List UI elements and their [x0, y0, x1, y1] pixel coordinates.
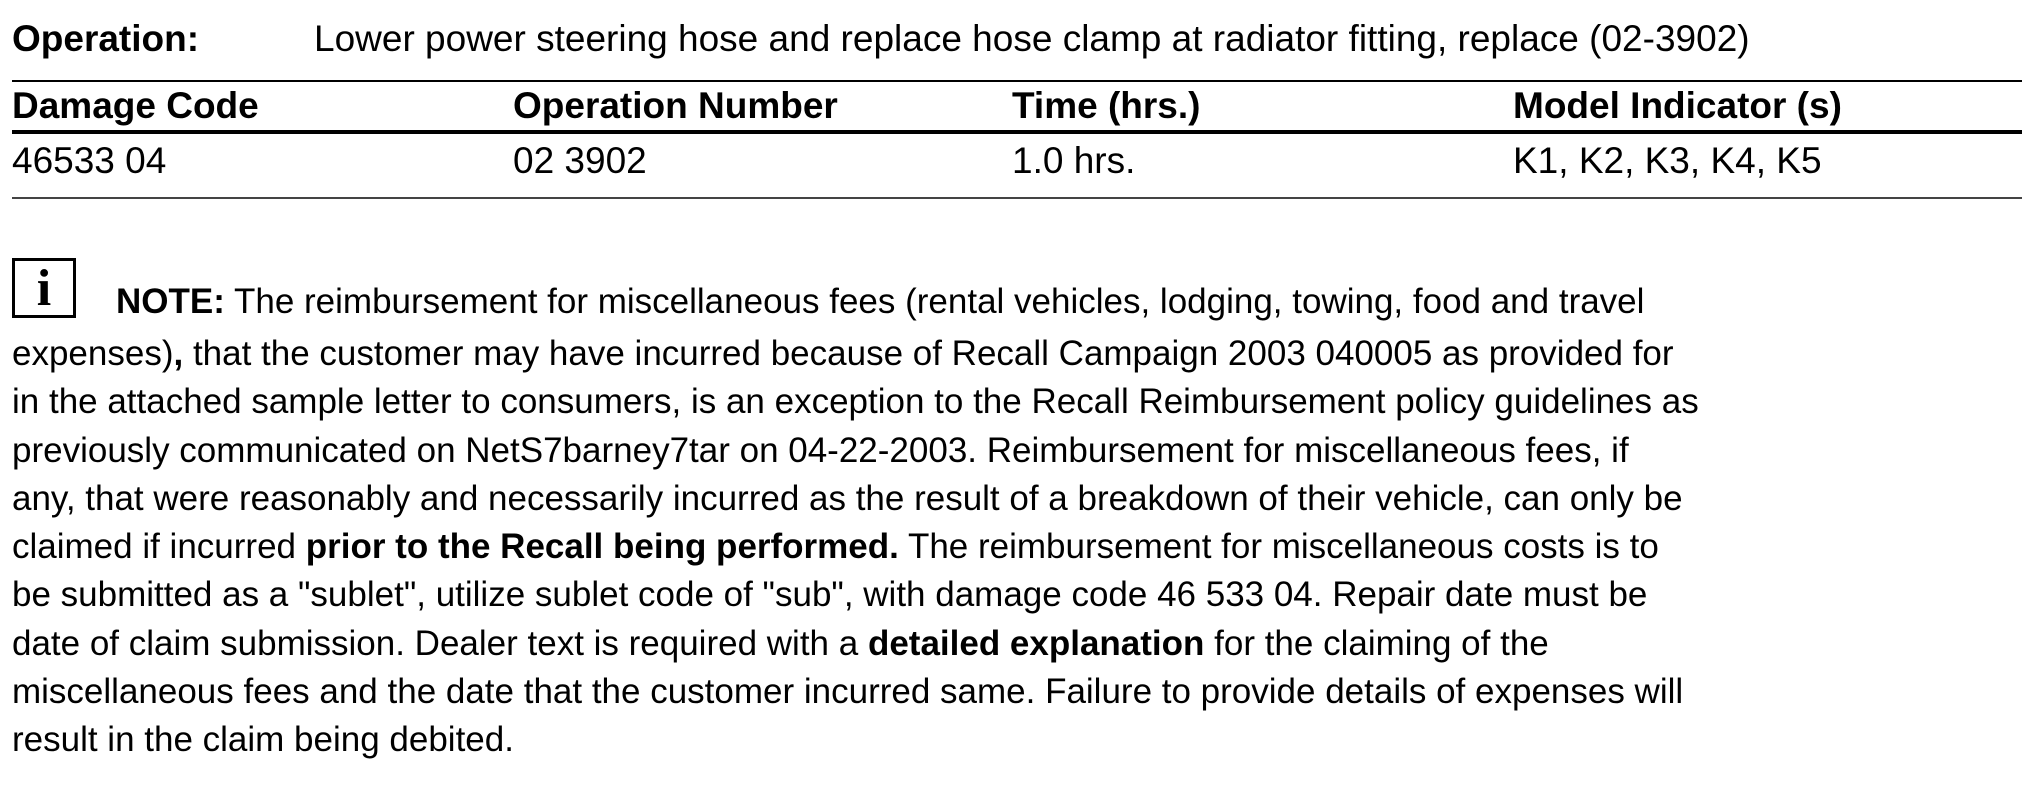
note-line-8 [12, 620, 2022, 668]
note-text: in the attached sample letter to consumers, is an exception to the Recall Reimbursement policy guidelines as [12, 382, 1699, 422]
table-bottom-rule [12, 197, 2022, 199]
note-text: any, that were reasonably and necessarily incurred as the result of a breakdown of their vehicle, can only be [12, 478, 1683, 518]
note-text: miscellaneous fees and the date that the customer incurred same. Failure to provide details of expenses will [12, 672, 1684, 712]
note-text: claimed if incurred [12, 527, 306, 567]
note-line-9 [12, 668, 2022, 716]
cell-model-indicator: K1, K2, K3, K4, K5 [1513, 140, 1822, 181]
note-line-7 [12, 571, 2022, 619]
note-text: be submitted as a "sublet", utilize sublet code of "sub", with damage code 46 533 04. Repair date must be [12, 575, 1648, 615]
note-line-1 [12, 262, 2022, 330]
note-text: The reimbursement for miscellaneous costs is to [898, 527, 1659, 567]
note-bold-text: detailed explanation [867, 623, 1205, 663]
note-text: previously communicated on NetS7barney7tar on 04-22-2003. Reimbursement for miscellaneous fees, if [12, 430, 1629, 470]
note-text: date of claim submission. Dealer text is required with a [12, 623, 868, 663]
cell-time: 1.0 hrs. [1012, 140, 1136, 181]
note-line-2 [12, 330, 2022, 378]
operation-row [12, 14, 2022, 64]
table-header-rule [12, 130, 2022, 134]
note-bold-text: prior to the Recall being performed. [305, 527, 899, 567]
note-label: NOTE: [116, 282, 225, 321]
note-line-4 [12, 427, 2022, 475]
header-operation-number: Operation Number [513, 85, 838, 126]
operation-description: Lower power steering hose and replace hose clamp at radiator fitting, replace (02-3902) [314, 18, 1750, 59]
note-body [12, 330, 2022, 765]
info-icon [12, 258, 76, 318]
cell-damage-code: 46533 04 [12, 140, 167, 181]
note-bold-text: , [173, 334, 184, 373]
cell-operation-number: 02 3902 [513, 140, 647, 181]
operation-label: Operation: [12, 18, 200, 59]
info-icon-glyph: i [36, 260, 52, 317]
note-section [12, 262, 2022, 765]
header-damage-code: Damage Code [12, 85, 259, 126]
note-text: for the claiming of the [1204, 623, 1549, 663]
note-text: The reimbursement for miscellaneous fees (rental vehicles, lodging, towing, food and travel [224, 282, 1645, 321]
note-line-text [225, 282, 1645, 321]
header-model-indicator: Model Indicator (s) [1513, 85, 1842, 126]
note-text: that the customer may have incurred because of Recall Campaign 2003 040005 as provided for [183, 334, 1674, 373]
note-line-5 [12, 475, 2022, 523]
note-text: expenses) [12, 334, 174, 373]
note-line-3 [12, 378, 2022, 426]
note-text: result in the claim being debited. [12, 720, 514, 760]
header-time: Time (hrs.) [1012, 85, 1201, 126]
note-line-10 [12, 716, 2022, 764]
table-row [12, 136, 2022, 186]
table-header-row [12, 82, 2022, 130]
note-line-6 [12, 523, 2022, 571]
note-first-text [116, 278, 1644, 326]
